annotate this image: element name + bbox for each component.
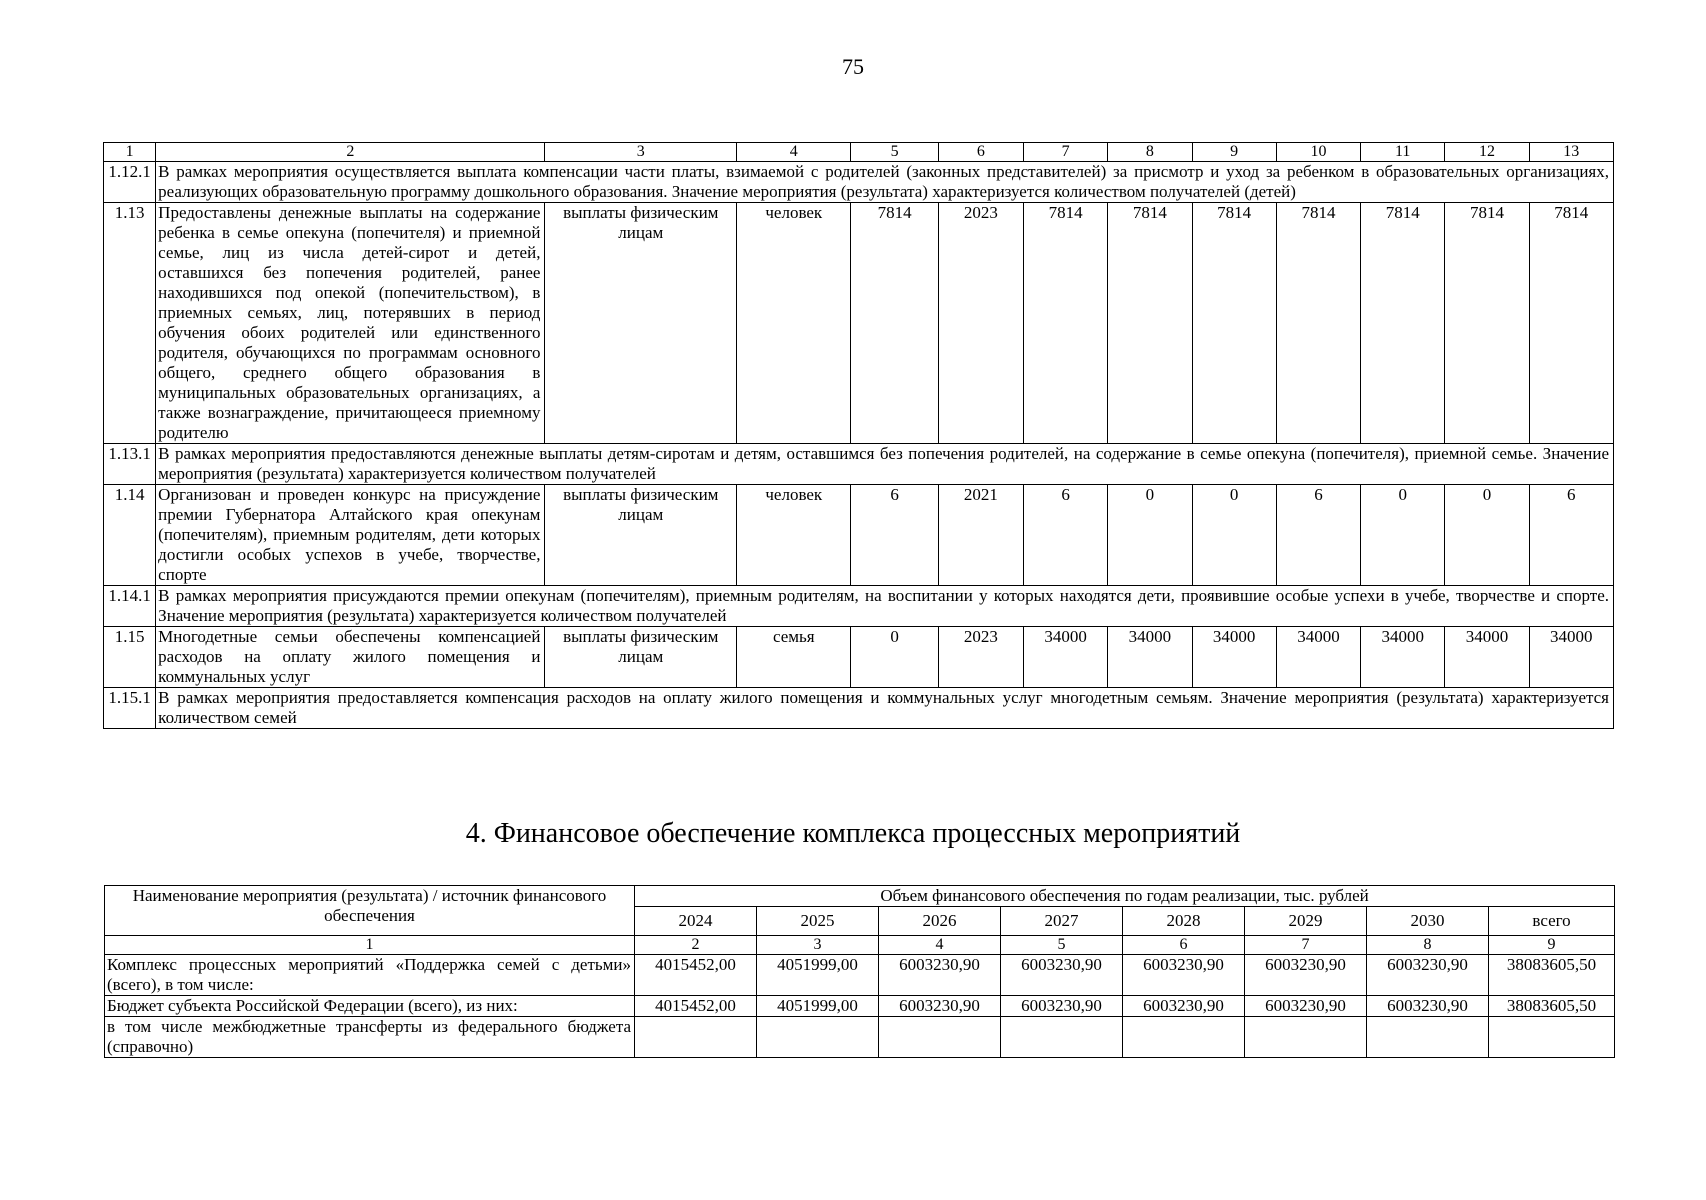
column-index-cell: 4: [879, 936, 1001, 955]
financing-amount: 6003230,90: [1123, 955, 1245, 996]
column-index-cell: 1: [104, 143, 156, 162]
column-index-cell: 13: [1529, 143, 1613, 162]
year-value: 0: [1361, 485, 1445, 586]
column-index-cell: 2: [156, 143, 545, 162]
indicator-name: Организован и проведен конкурс на присуждение премии Губернатора Алтайского края опекунам (попечителям), приемным родителям, дети которых достигли особых успехов в учебе, творчестве, спорте: [156, 485, 545, 586]
year-value: 34000: [1529, 627, 1613, 688]
indicator-name: Предоставлены денежные выплаты на содержание ребенка в семье опекуна (попечителя) и приемной семье, лиц из числа детей-сирот и детей, оставшихся без попечения родителей, ранее находившихся под опекой (попечительством), в приемных семьях, лиц, потерявших в период обучения обоих родителей или единственного родителя, обучающихся по программам основного общего, среднего общего образования в муниципальных образовательных организациях, а также вознаграждение, причитающееся приемному родителю: [156, 203, 545, 444]
indicator-type: выплаты физическим лицам: [545, 485, 737, 586]
financing-source-name: в том числе межбюджетные трансферты из федерального бюджета (справочно): [105, 1017, 635, 1058]
column-index-cell: 7: [1245, 936, 1367, 955]
financing-group-header: Объем финансового обеспечения по годам реализации, тыс. рублей: [635, 886, 1615, 907]
financing-amount: 38083605,50: [1489, 955, 1615, 996]
year-value: 0: [1108, 485, 1192, 586]
financing-amount: [1367, 1017, 1489, 1058]
column-index-cell: 8: [1367, 936, 1489, 955]
indicator-type: выплаты физическим лицам: [545, 203, 737, 444]
financing-amount: 4015452,00: [635, 996, 757, 1017]
column-index-cell: 3: [545, 143, 737, 162]
description-row: [104, 444, 1614, 485]
indicators-table: [103, 142, 1614, 729]
year-header: всего: [1489, 907, 1615, 936]
financing-amount: 6003230,90: [879, 996, 1001, 1017]
year-value: 0: [1445, 485, 1529, 586]
base-value: 0: [851, 627, 938, 688]
financing-amount: 6003230,90: [879, 955, 1001, 996]
financing-amount: [1489, 1017, 1615, 1058]
indicator-row: [104, 627, 1614, 688]
column-index-cell: 7: [1024, 143, 1108, 162]
indicator-row: [104, 203, 1614, 444]
column-index-cell: 12: [1445, 143, 1529, 162]
year-value: 6: [1276, 485, 1360, 586]
row-number: 1.14.1: [104, 586, 156, 627]
column-index-cell: 6: [1123, 936, 1245, 955]
financing-row: [105, 955, 1615, 996]
base-year: 2023: [938, 627, 1023, 688]
unit-of-measure: человек: [737, 203, 851, 444]
year-value: 7814: [1445, 203, 1529, 444]
row-description: В рамках мероприятия осуществляется выплата компенсации части платы, взимаемой с родителей (законных представителей) за присмотр и уход за ребенком в образовательных организациях, реализующих образовательную программу дошкольного образования. Значение мероприятия (результата) характеризуется количеством получателей (детей): [156, 162, 1614, 203]
unit-of-measure: человек: [737, 485, 851, 586]
financing-row: [105, 1017, 1615, 1058]
financing-header-row: [105, 886, 1615, 907]
row-description: В рамках мероприятия предоставляется компенсация расходов на оплату жилого помещения и коммунальных услуг многодетным семьям. Значение мероприятия (результата) характеризуется количеством семей: [156, 688, 1614, 729]
financing-amount: 6003230,90: [1001, 996, 1123, 1017]
year-value: 6: [1024, 485, 1108, 586]
base-value: 6: [851, 485, 938, 586]
indicator-type: выплаты физическим лицам: [545, 627, 737, 688]
year-header: 2028: [1123, 907, 1245, 936]
year-value: 34000: [1024, 627, 1108, 688]
financing-amount: [879, 1017, 1001, 1058]
column-index-cell: 2: [635, 936, 757, 955]
financing-amount: 6003230,90: [1367, 996, 1489, 1017]
year-value: 34000: [1445, 627, 1529, 688]
year-value: 34000: [1108, 627, 1192, 688]
year-header: 2030: [1367, 907, 1489, 936]
financing-amount: 4051999,00: [757, 955, 879, 996]
financing-table: [104, 885, 1615, 1058]
section-title: 4. Финансовое обеспечение комплекса процессных мероприятий: [465, 818, 1241, 849]
financing-amount: [1001, 1017, 1123, 1058]
column-index-cell: 8: [1108, 143, 1192, 162]
year-value: 34000: [1276, 627, 1360, 688]
year-value: 34000: [1361, 627, 1445, 688]
column-index-cell: 3: [757, 936, 879, 955]
column-index-row: [104, 143, 1614, 162]
financing-amount: 38083605,50: [1489, 996, 1615, 1017]
financing-amount: 4051999,00: [757, 996, 879, 1017]
financing-source-name: Бюджет субъекта Российской Федерации (всего), из них:: [105, 996, 635, 1017]
year-value: 34000: [1192, 627, 1276, 688]
unit-of-measure: семья: [737, 627, 851, 688]
row-number: 1.12.1: [104, 162, 156, 203]
row-number: 1.13.1: [104, 444, 156, 485]
year-header: 2024: [635, 907, 757, 936]
column-index-cell: 1: [105, 936, 635, 955]
column-index-cell: 5: [1001, 936, 1123, 955]
base-year: 2021: [938, 485, 1023, 586]
financing-amount: 6003230,90: [1245, 996, 1367, 1017]
year-header: 2027: [1001, 907, 1123, 936]
column-index-cell: 4: [737, 143, 851, 162]
financing-source-name: Комплекс процессных мероприятий «Поддержка семей с детьми» (всего), в том числе:: [105, 955, 635, 996]
description-row: [104, 688, 1614, 729]
financing-amount: 6003230,90: [1001, 955, 1123, 996]
description-row: [104, 586, 1614, 627]
page-number: 75: [842, 54, 864, 79]
year-value: 7814: [1108, 203, 1192, 444]
year-value: 7814: [1276, 203, 1360, 444]
financing-amount: 4015452,00: [635, 955, 757, 996]
indicator-row: [104, 485, 1614, 586]
description-row: [104, 162, 1614, 203]
financing-amount: [1123, 1017, 1245, 1058]
source-column-header: Наименование мероприятия (результата) / источник финансового обеспечения: [105, 886, 635, 936]
row-number: 1.15.1: [104, 688, 156, 729]
column-index-cell: 9: [1489, 936, 1615, 955]
financing-amount: [635, 1017, 757, 1058]
year-value: 7814: [1361, 203, 1445, 444]
row-number: 1.14: [104, 485, 156, 586]
financing-amount: 6003230,90: [1367, 955, 1489, 996]
year-header: 2025: [757, 907, 879, 936]
row-description: В рамках мероприятия присуждаются премии опекунам (попечителям), приемным родителям, на воспитании у которых находятся дети, проявившие особые успехи в учебе, творчестве и спорте. Значение мероприятия (результата) характеризуется количеством получателей: [156, 586, 1614, 627]
year-header: 2026: [879, 907, 1001, 936]
financing-amount: 6003230,90: [1245, 955, 1367, 996]
row-number: 1.13: [104, 203, 156, 444]
year-value: 7814: [1192, 203, 1276, 444]
year-value: 7814: [1024, 203, 1108, 444]
column-index-cell: 9: [1192, 143, 1276, 162]
column-index-cell: 6: [938, 143, 1023, 162]
year-value: 6: [1529, 485, 1613, 586]
indicator-name: Многодетные семьи обеспечены компенсацией расходов на оплату жилого помещения и коммунальных услуг: [156, 627, 545, 688]
year-value: 7814: [1529, 203, 1613, 444]
financing-amount: [1245, 1017, 1367, 1058]
base-year: 2023: [938, 203, 1023, 444]
column-index-row: [105, 936, 1615, 955]
column-index-cell: 11: [1361, 143, 1445, 162]
year-value: 0: [1192, 485, 1276, 586]
year-header: 2029: [1245, 907, 1367, 936]
base-value: 7814: [851, 203, 938, 444]
column-index-cell: 5: [851, 143, 938, 162]
row-number: 1.15: [104, 627, 156, 688]
column-index-cell: 10: [1276, 143, 1360, 162]
financing-amount: 6003230,90: [1123, 996, 1245, 1017]
row-description: В рамках мероприятия предоставляются денежные выплаты детям-сиротам и детям, оставшимся без попечения родителей, на содержание в семье опекуна (попечителя), приемной семье. Значение мероприятия (результата) характеризуется количеством получателей: [156, 444, 1614, 485]
financing-row: [105, 996, 1615, 1017]
financing-amount: [757, 1017, 879, 1058]
